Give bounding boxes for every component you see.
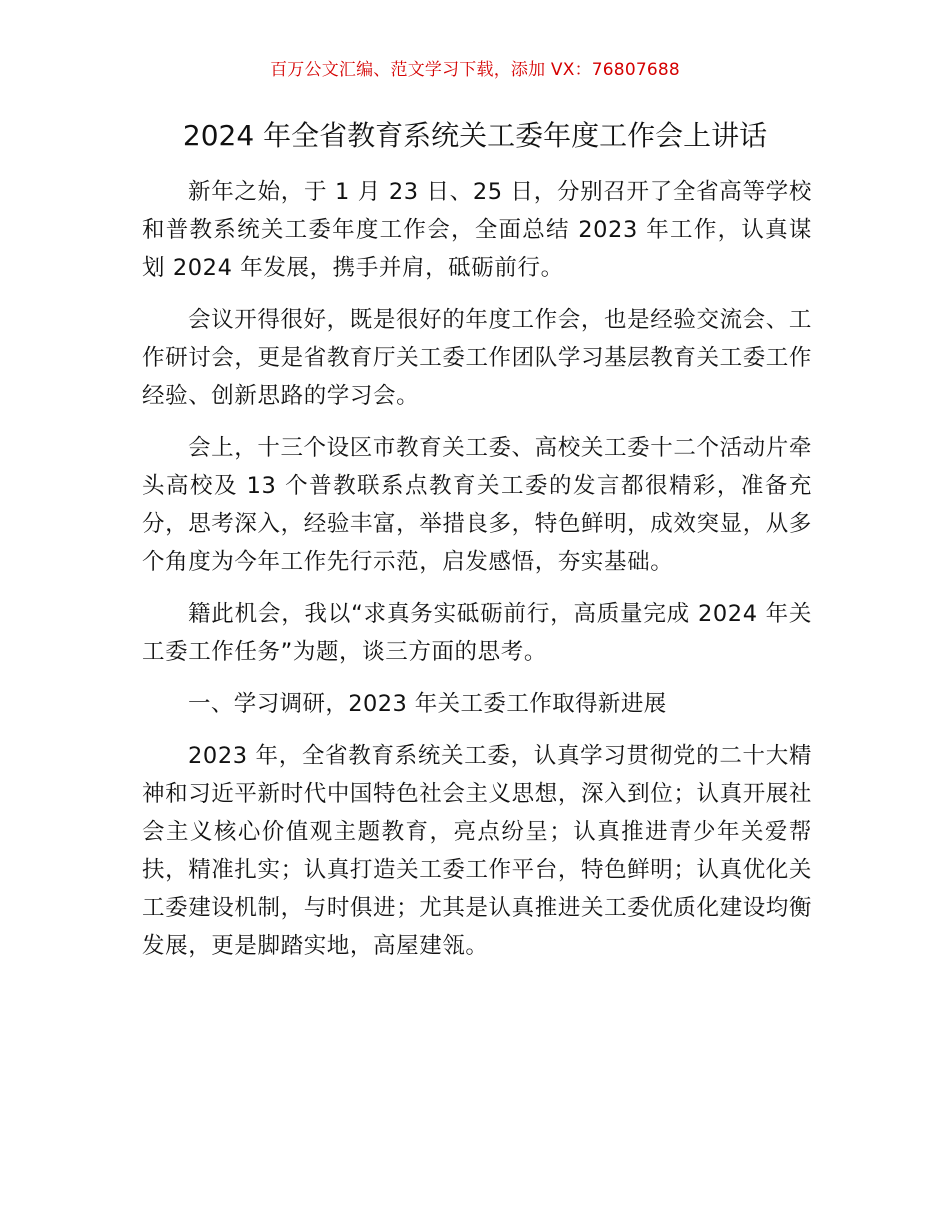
paragraph-2023-summary: 2023 年，全省教育系统关工委，认真学习贯彻党的二十大精神和习近平新时代中国特色社会主义思想，深入到位；认真开展社会主义核心价值观主题教育，亮点纷呈；认真推进青少年关爱帮扶，精准扎实；认真打造关工委工作平台，特色鲜明；认真优化关工委建设机制，与时俱进；尤其是认真推进关工委优质化建设均衡发展，更是脚踏实地，高屋建瓴。 [142, 743, 812, 959]
paragraph-meeting-review: 会议开得很好，既是很好的年度工作会，也是经验交流会、工作研讨会，更是省教育厅关工委工作团队学习基层教育关工委工作经验、创新思路的学习会。 [142, 307, 812, 409]
document-body [142, 173, 812, 979]
watermark-header: 百万公文汇编、范文学习下载，添加 VX：76807688 [270, 60, 680, 80]
document-title: 2024 年全省教育系统关工委年度工作会上讲话 [182, 119, 768, 152]
paragraph-topic: 籍此机会，我以“求真务实砥砺前行，高质量完成 2024 年关工委工作任务”为题，谈三方面的思考。 [142, 601, 812, 665]
paragraph-speeches: 会上，十三个设区市教育关工委、高校关工委十二个活动片牵头高校及 13 个普教联系点教育关工委的发言都很精彩，准备充分，思考深入，经验丰富，举措良多，特色鲜明，成效突显，从多个角度为今年工作先行示范，启发感悟，夯实基础。 [142, 435, 812, 575]
section-heading-one: 一、学习调研，2023 年关工委工作取得新进展 [188, 691, 667, 717]
paragraph-intro: 新年之始，于 1 月 23 日、25 日，分别召开了全省高等学校和普教系统关工委年度工作会，全面总结 2023 年工作，认真谋划 2024 年发展，携手并肩，砥砺前行。 [142, 179, 812, 281]
